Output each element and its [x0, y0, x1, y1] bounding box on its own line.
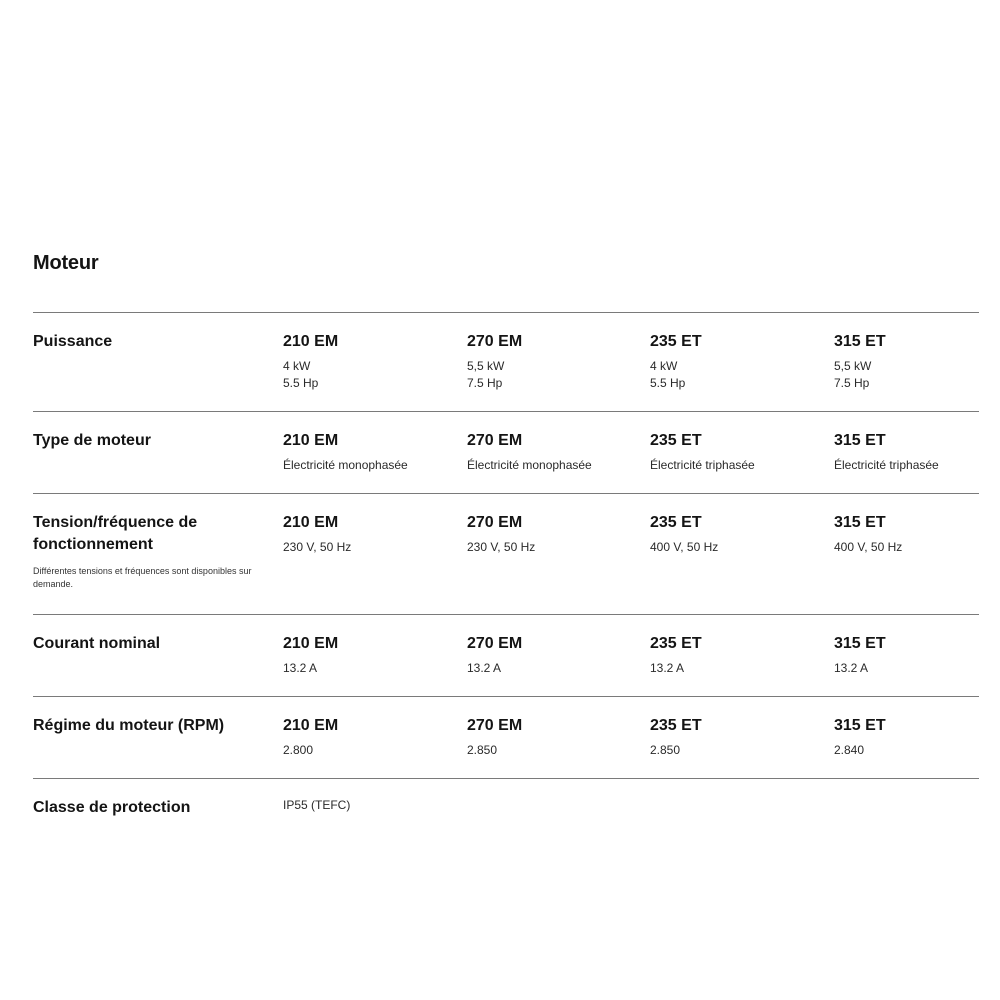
spec-row-classe-de-protection — [33, 778, 979, 838]
model-name: 270 EM — [467, 717, 523, 734]
model-name: 315 ET — [834, 432, 886, 449]
model-col — [467, 715, 647, 759]
model-value: Électricité monophasée — [283, 458, 408, 472]
model-value: 2.850 — [650, 743, 681, 757]
model-values — [467, 660, 647, 677]
model-value: 230 V, 50 Hz — [467, 540, 536, 554]
model-name: 235 ET — [650, 514, 702, 531]
model-value: Électricité monophasée — [467, 458, 592, 472]
row-label-text: Régime du moteur (RPM) — [33, 717, 225, 734]
model-values — [834, 660, 1000, 677]
model-values — [467, 358, 647, 392]
row-label-text: Type de moteur — [33, 432, 151, 449]
model-name: 270 EM — [467, 432, 523, 449]
section-title: Moteur — [33, 252, 99, 274]
model-value: 13.2 A — [283, 661, 318, 675]
model-col — [467, 430, 647, 474]
row-label-text: Puissance — [33, 333, 113, 350]
model-name: 315 ET — [834, 635, 886, 652]
model-col — [283, 715, 463, 759]
model-name: 210 EM — [283, 717, 339, 734]
row-label — [33, 331, 268, 353]
model-name: 235 ET — [650, 635, 702, 652]
model-value: Électricité triphasée — [650, 458, 755, 472]
spec-row-type-de-moteur — [33, 411, 979, 493]
model-value: 400 V, 50 Hz — [834, 540, 903, 554]
model-col — [834, 715, 1000, 759]
model-name: 210 EM — [283, 635, 339, 652]
model-col — [283, 633, 463, 677]
model-name: 315 ET — [834, 333, 886, 350]
model-value: 230 V, 50 Hz — [283, 540, 352, 554]
row-label — [33, 797, 268, 819]
model-name: 235 ET — [650, 333, 702, 350]
model-name: 235 ET — [650, 717, 702, 734]
model-value: 400 V, 50 Hz — [650, 540, 719, 554]
model-col — [650, 331, 830, 392]
model-col — [834, 331, 1000, 392]
model-values — [283, 742, 463, 759]
model-values — [650, 742, 830, 759]
model-name: 210 EM — [283, 333, 339, 350]
row-label-text: Courant nominal — [33, 635, 161, 652]
model-values — [650, 457, 830, 474]
model-col — [834, 512, 1000, 556]
row-label-text: Classe de protection — [33, 799, 191, 816]
model-values — [650, 539, 830, 556]
model-name: 270 EM — [467, 635, 523, 652]
model-values — [650, 358, 830, 392]
model-value: 7.5 Hp — [467, 376, 503, 390]
model-values — [283, 539, 463, 556]
protection-class-value: IP55 (TEFC) — [283, 798, 351, 812]
model-value: Électricité triphasée — [834, 458, 939, 472]
model-values — [650, 660, 830, 677]
model-col — [834, 430, 1000, 474]
model-col — [283, 430, 463, 474]
row-note: Différentes tensions et fréquences sont disponibles sur demande. — [33, 566, 252, 589]
model-values — [834, 539, 1000, 556]
model-value: 4 kW — [283, 359, 311, 373]
model-name: 210 EM — [283, 432, 339, 449]
row-label — [33, 715, 268, 737]
row-label — [33, 430, 268, 452]
model-name: 235 ET — [650, 432, 702, 449]
model-values — [283, 358, 463, 392]
model-name: 315 ET — [834, 514, 886, 531]
spec-row-puissance — [33, 312, 979, 411]
model-value: 2.850 — [467, 743, 498, 757]
spec-table — [33, 312, 979, 838]
model-col — [467, 633, 647, 677]
model-value: 13.2 A — [467, 661, 502, 675]
model-col — [283, 512, 463, 556]
row-label — [33, 512, 268, 591]
model-value: 4 kW — [650, 359, 678, 373]
model-values — [834, 742, 1000, 759]
model-name: 210 EM — [283, 514, 339, 531]
spec-row-regime-du-moteur — [33, 696, 979, 778]
model-name: 315 ET — [834, 717, 886, 734]
model-value: 5,5 kW — [467, 359, 505, 373]
model-col — [650, 715, 830, 759]
model-col — [467, 512, 647, 556]
spec-row-tension-frequence — [33, 493, 979, 614]
model-value: 2.840 — [834, 743, 865, 757]
model-value: 2.800 — [283, 743, 314, 757]
spec-row-courant-nominal — [33, 614, 979, 696]
model-value: 13.2 A — [834, 661, 869, 675]
model-values — [467, 742, 647, 759]
model-values — [467, 457, 647, 474]
model-col — [467, 331, 647, 392]
model-col — [283, 331, 463, 392]
model-col — [650, 512, 830, 556]
model-values — [283, 660, 463, 677]
model-value: 5.5 Hp — [650, 376, 686, 390]
model-col — [650, 633, 830, 677]
model-name: 270 EM — [467, 514, 523, 531]
model-values — [283, 457, 463, 474]
model-values — [834, 457, 1000, 474]
model-col — [650, 430, 830, 474]
model-name: 270 EM — [467, 333, 523, 350]
row-label-text: Tension/fréquence de fonctionnement — [33, 514, 198, 553]
model-values — [834, 358, 1000, 392]
model-value: 7.5 Hp — [834, 376, 870, 390]
model-value: 5.5 Hp — [283, 376, 319, 390]
model-value: 13.2 A — [650, 661, 685, 675]
model-value: 5,5 kW — [834, 359, 872, 373]
model-col — [834, 633, 1000, 677]
model-values — [467, 539, 647, 556]
row-label — [33, 633, 268, 655]
